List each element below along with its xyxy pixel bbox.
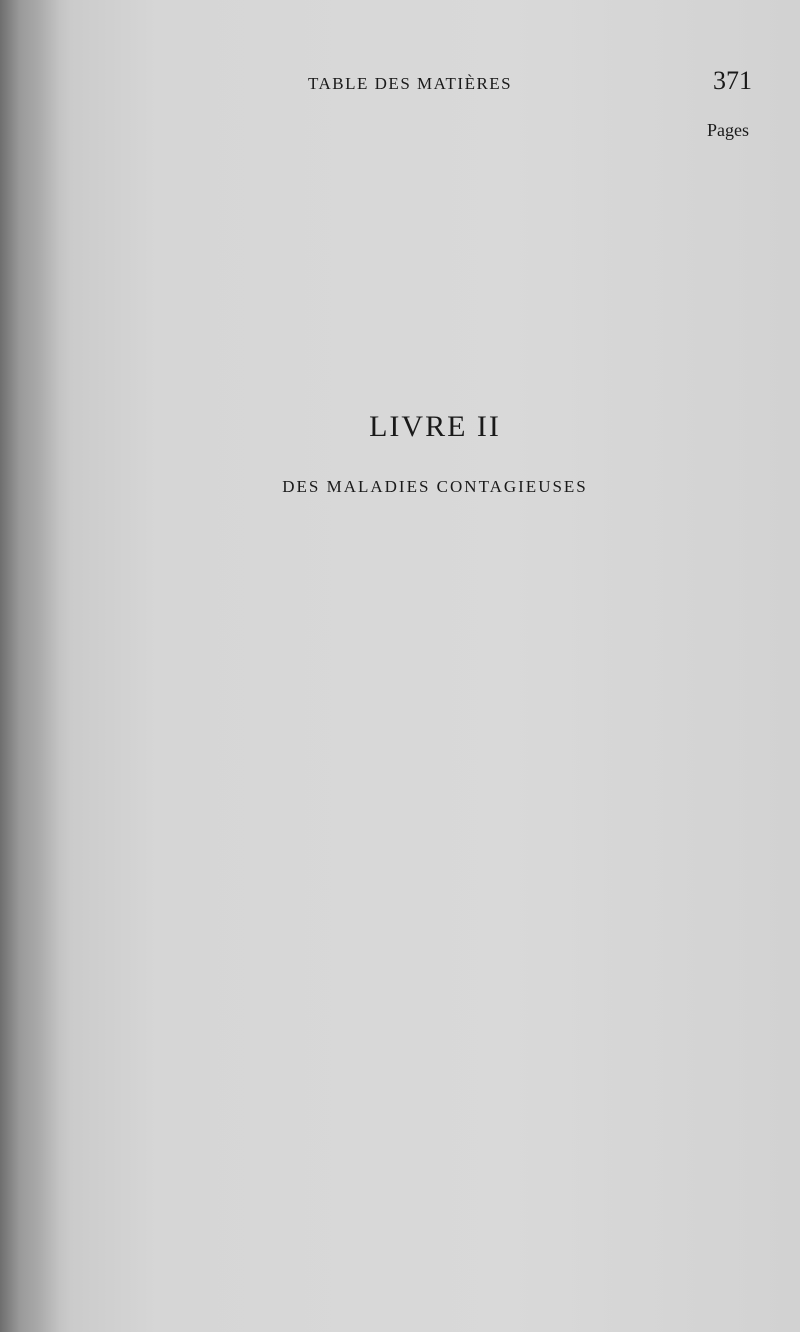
- pages-column-label: Pages: [707, 120, 749, 140]
- book-page: [70, 0, 800, 1332]
- page-number: 371: [713, 66, 752, 95]
- book-binding-edge: [0, 0, 78, 1332]
- part-title: LIVRE II: [369, 410, 501, 443]
- running-title: TABLE DES MATIÈRES: [308, 74, 513, 93]
- part-subtitle: DES MALADIES CONTAGIEUSES: [282, 477, 588, 496]
